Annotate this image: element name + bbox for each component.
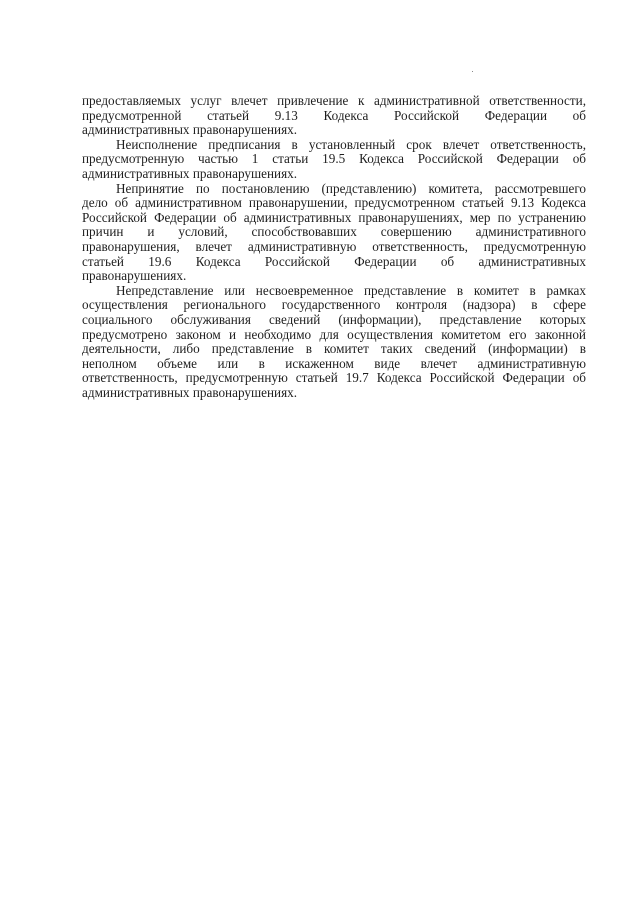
text-line: Неисполнение предписания в установленный срок влечет ответственность, <box>116 136 586 152</box>
text-line: Непредставление или несвоевременное представление в комитет в рамках <box>116 282 586 298</box>
text-line: осуществления регионального государственного контроля (надзора) в сфере <box>82 297 586 313</box>
text-line: предусмотренной статьей 9.13 Кодекса Российской Федерации об <box>82 107 586 123</box>
paragraph-non-submission-info <box>82 284 586 401</box>
text-line: дело об административном правонарушении, предусмотренном статьей 9.13 Кодекса <box>82 195 586 211</box>
text-line: Российской Федерации об административных правонарушениях, мер по устранению <box>82 209 586 225</box>
text-line: статьей 19.6 Кодекса Российской Федерации об административных <box>82 253 586 269</box>
text-line: деятельности, либо представление в комитет таких сведений (информации) в <box>82 341 586 357</box>
document-body <box>82 94 586 400</box>
text-line: ответственность, предусмотренную статьей 19.7 Кодекса Российской Федерации об <box>82 370 586 386</box>
text-line: правонарушениях. <box>82 268 187 284</box>
text-line: Непринятие по постановлению (представлению) комитета, рассмотревшего <box>116 180 586 196</box>
text-line: неполном объеме или в искаженном виде влечет административную <box>82 355 586 371</box>
text-line: причин и условий, способствовавших совершению административного <box>82 224 586 240</box>
paragraph-non-execution-order <box>82 138 586 182</box>
text-line: предусмотренную частью 1 статьи 19.5 Кодекса Российской Федерации об <box>82 151 586 167</box>
paragraph-liability-913 <box>82 94 586 138</box>
text-line: административных правонарушениях. <box>82 384 298 400</box>
text-line: административных правонарушениях. <box>82 122 298 138</box>
text-line: предоставляемых услуг влечет привлечение к административной ответственности, <box>82 93 586 108</box>
paragraph-non-acceptance-measures <box>82 182 586 284</box>
text-line: предусмотрено законом и необходимо для осуществления комитетом его законной <box>82 326 586 342</box>
scan-speck <box>472 71 473 72</box>
text-line: правонарушения, влечет административную ответственность, предусмотренную <box>82 238 586 254</box>
text-line: социального обслуживания сведений (информации), представление которых <box>82 311 586 327</box>
text-line: административных правонарушениях. <box>82 165 298 181</box>
